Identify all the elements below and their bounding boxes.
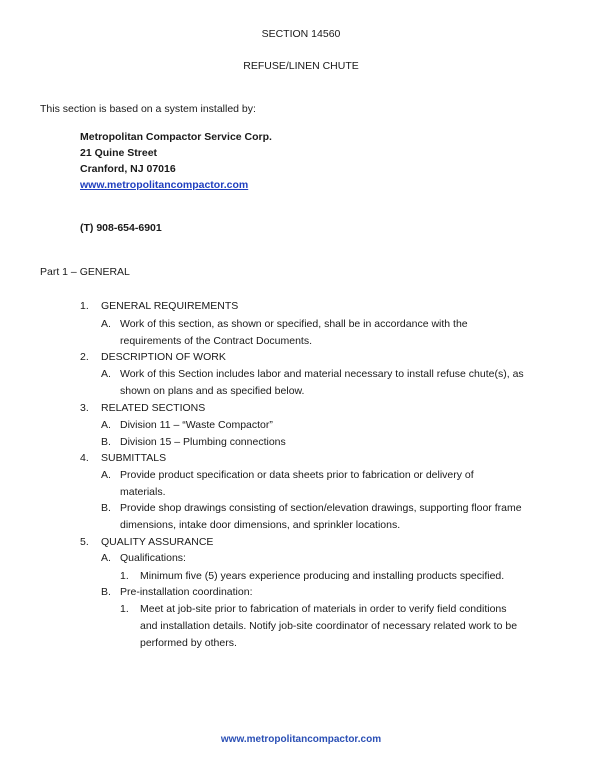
subitem-line: dimensions, intake door dimensions, and sprinkler locations. [120, 519, 401, 531]
subitem-line: Division 11 – “Waste Compactor” [120, 419, 273, 431]
subitem-line: requirements of the Contract Documents. [120, 335, 313, 347]
company-website-link[interactable]: www.metropolitancompactor.com [80, 179, 249, 191]
section-number: SECTION 14560 [261, 28, 341, 40]
company-phone: (T) 908-654-6901 [80, 222, 162, 234]
company-city: Cranford, NJ 07016 [80, 163, 176, 175]
subitem-number: 1. [120, 603, 129, 615]
subitem-line: shown on plans and as specified below. [120, 385, 305, 397]
item-title: QUALITY ASSURANCE [101, 536, 214, 548]
subitem-line: Minimum five (5) years experience producing and installing products specified. [140, 570, 505, 582]
subitem-letter: B. [101, 586, 111, 598]
item-number: 2. [80, 351, 89, 363]
item-number: 1. [80, 300, 89, 312]
section-title: REFUSE/LINEN CHUTE [243, 60, 359, 72]
subitem-line: Work of this Section includes labor and material necessary to install refuse chute(s), as [120, 368, 524, 380]
subitem-line: and installation details. Notify job-site coordinator of necessary related work to be [140, 620, 518, 632]
intro-text: This section is based on a system installed by: [40, 103, 256, 115]
item-number: 5. [80, 536, 89, 548]
subitem-letter: A. [101, 552, 111, 564]
company-name: Metropolitan Compactor Service Corp. [80, 131, 272, 143]
subitem-letter: B. [101, 502, 111, 514]
footer-website: www.metropolitancompactor.com [220, 734, 382, 745]
subitem-letter: A. [101, 419, 111, 431]
item-title: SUBMITTALS [101, 452, 167, 464]
subitem-letter: A. [101, 368, 111, 380]
subitem-line: Provide shop drawings consisting of section/elevation drawings, supporting floor frame [120, 502, 522, 514]
part-heading: Part 1 – GENERAL [40, 266, 130, 278]
item-title: DESCRIPTION OF WORK [101, 351, 226, 363]
subitem-line: performed by others. [140, 637, 237, 649]
subitem-letter: B. [101, 436, 111, 448]
subitem-letter: A. [101, 469, 111, 481]
company-street: 21 Quine Street [80, 147, 158, 159]
item-number: 3. [80, 402, 89, 414]
item-title: GENERAL REQUIREMENTS [101, 300, 239, 312]
subitem-number: 1. [120, 570, 129, 582]
subitem-line: materials. [120, 486, 166, 498]
subitem-line: Work of this section, as shown or specified, shall be in accordance with the [120, 318, 468, 330]
subitem-line: Meet at job-site prior to fabrication of materials in order to verify field conditions [140, 603, 507, 615]
item-number: 4. [80, 452, 89, 464]
subitem-line: Division 15 – Plumbing connections [120, 436, 286, 448]
item-title: RELATED SECTIONS [101, 402, 206, 414]
subitem-line: Qualifications: [120, 552, 186, 564]
subitem-line: Pre-installation coordination: [120, 586, 253, 598]
subitem-letter: A. [101, 318, 111, 330]
subitem-line: Provide product specification or data sheets prior to fabrication or delivery of [120, 469, 474, 481]
